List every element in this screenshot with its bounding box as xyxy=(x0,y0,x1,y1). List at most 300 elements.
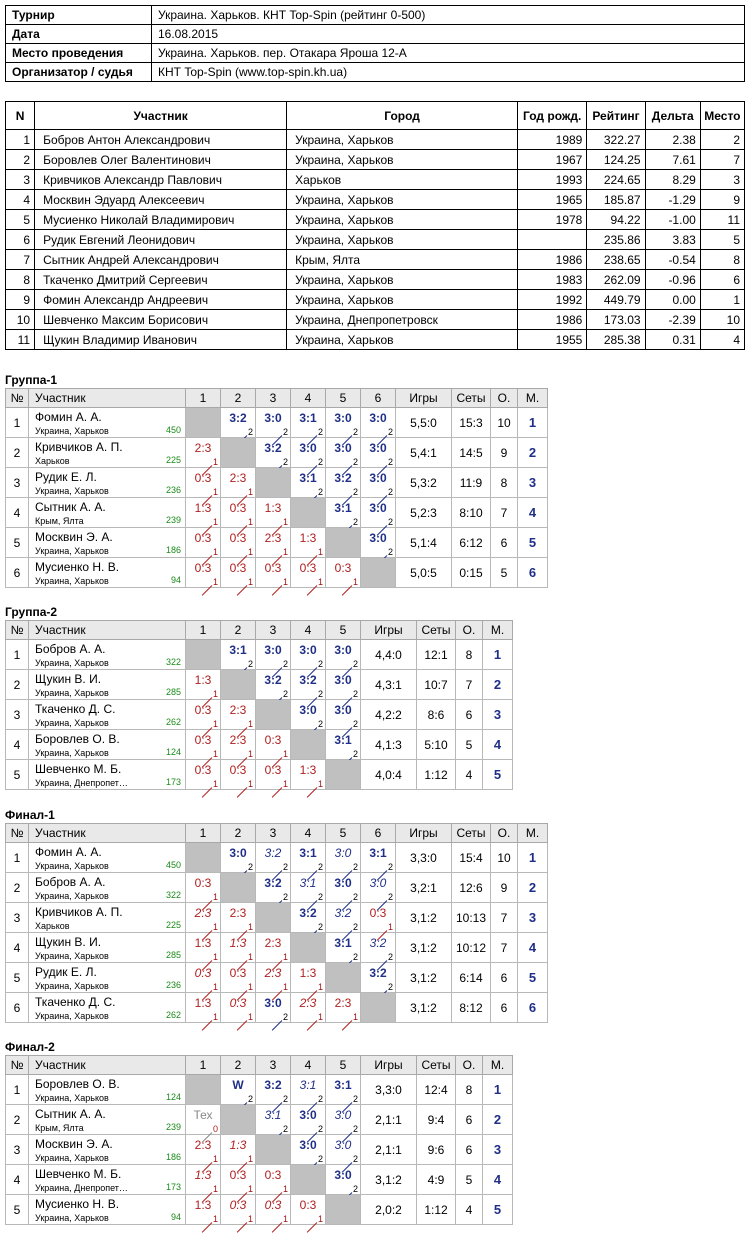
place-value: 5 xyxy=(518,528,548,558)
participant-rating: 236 xyxy=(165,485,181,495)
participant-rating: 285 xyxy=(165,950,181,960)
points-total: 4 xyxy=(456,1195,483,1225)
match-result-cell xyxy=(221,700,256,730)
match-score: 3:2 xyxy=(264,441,282,455)
match-score: 3:1 xyxy=(334,733,352,747)
match-score: 3:1 xyxy=(264,1108,282,1122)
score-divider xyxy=(202,787,213,798)
points-total: 4 xyxy=(456,760,483,790)
participant-cell xyxy=(29,1165,186,1195)
match-points: 2 xyxy=(317,1124,323,1134)
match-result-cell xyxy=(326,1075,361,1105)
participant-location: Украина, Харьков xyxy=(35,486,109,496)
match-points: 1 xyxy=(212,577,218,587)
place-value: 6 xyxy=(518,993,548,1023)
match-result-cell xyxy=(186,903,221,933)
match-score: 3:2 xyxy=(334,471,352,485)
match-score: 3:0 xyxy=(369,471,387,485)
table-row xyxy=(6,843,548,873)
match-result-cell xyxy=(221,528,256,558)
table-row xyxy=(6,250,745,270)
score-divider xyxy=(237,585,248,596)
participant-location: Украина, Харьков xyxy=(35,688,109,698)
match-points: 2 xyxy=(352,659,358,669)
place-value: 1 xyxy=(483,1075,513,1105)
match-result-cell xyxy=(326,730,361,760)
match-points: 2 xyxy=(387,952,393,962)
participant-n: 2 xyxy=(6,150,35,170)
games-total: 5,5:0 xyxy=(396,408,452,438)
match-points: 1 xyxy=(212,749,218,759)
place-value: 2 xyxy=(483,1105,513,1135)
match-score: 1:3 xyxy=(299,966,317,980)
participant-place: 8 xyxy=(700,250,744,270)
match-points: 1 xyxy=(317,577,323,587)
match-result-cell xyxy=(291,1135,326,1165)
match-points: 2 xyxy=(352,922,358,932)
match-result-cell xyxy=(361,528,396,558)
participant-delta: -1.29 xyxy=(645,190,700,210)
info-row xyxy=(6,6,745,25)
points-total: 7 xyxy=(491,498,518,528)
participant-location: Украина, Харьков xyxy=(35,748,109,758)
match-score: 3:0 xyxy=(369,531,387,545)
sets-total: 10:12 xyxy=(452,933,491,963)
match-score: 3:0 xyxy=(334,846,352,860)
participant-birth-year: 1992 xyxy=(518,290,587,310)
self-match-cell xyxy=(291,730,326,760)
match-points: 2 xyxy=(282,1094,288,1104)
match-points: 1 xyxy=(282,1184,288,1194)
place-value: 5 xyxy=(483,760,513,790)
match-points: 1 xyxy=(247,719,253,729)
participant-city: Украина, Харьков xyxy=(287,190,518,210)
match-points: 2 xyxy=(247,862,253,872)
place-value: 6 xyxy=(518,558,548,588)
group-header-row xyxy=(6,1056,513,1075)
participant-location: Украина, Харьков xyxy=(35,658,109,668)
tournament-info-table xyxy=(5,5,745,82)
match-result-cell xyxy=(291,760,326,790)
games-total: 3,3:0 xyxy=(361,1075,417,1105)
match-points: 1 xyxy=(212,719,218,729)
match-points: 2 xyxy=(247,1094,253,1104)
col-header-opponent: 5 xyxy=(326,1056,361,1075)
match-points: 2 xyxy=(317,457,323,467)
row-number: 2 xyxy=(6,1105,29,1135)
participant-rating: 285.38 xyxy=(587,330,645,350)
match-points: 2 xyxy=(352,1124,358,1134)
match-result-cell xyxy=(186,558,221,588)
match-points: 1 xyxy=(247,749,253,759)
match-result-cell xyxy=(221,498,256,528)
self-match-cell xyxy=(186,843,221,873)
info-value: Украина. Харьков. пер. Отакара Яроша 12-А xyxy=(152,44,745,63)
match-points: 1 xyxy=(212,487,218,497)
participant-location: Харьков xyxy=(35,921,70,931)
sets-total: 14:5 xyxy=(452,438,491,468)
match-score: 3:0 xyxy=(334,1168,352,1182)
self-match-cell xyxy=(291,933,326,963)
participant-location: Украина, Днепропет… xyxy=(35,778,128,788)
sets-total: 12:6 xyxy=(452,873,491,903)
points-total: 9 xyxy=(491,438,518,468)
participant-place: 1 xyxy=(700,290,744,310)
place-value: 3 xyxy=(483,1135,513,1165)
match-score: 3:1 xyxy=(369,846,387,860)
match-points: 1 xyxy=(212,1012,218,1022)
score-divider xyxy=(307,787,318,798)
match-score: 0:3 xyxy=(194,531,212,545)
row-number: 2 xyxy=(6,670,29,700)
match-result-cell xyxy=(256,408,291,438)
match-points: 2 xyxy=(352,1094,358,1104)
match-score: 0:3 xyxy=(299,1198,317,1212)
participant-rating: 173 xyxy=(165,1182,181,1192)
participant-rating: 238.65 xyxy=(587,250,645,270)
participant-location: Украина, Харьков xyxy=(35,981,109,991)
match-score: 3:0 xyxy=(264,996,282,1010)
points-total: 6 xyxy=(456,1135,483,1165)
group-title: Группа-2 xyxy=(5,605,58,619)
self-match-cell xyxy=(256,700,291,730)
match-result-cell xyxy=(291,903,326,933)
match-score: 3:0 xyxy=(299,1108,317,1122)
games-total: 5,1:4 xyxy=(396,528,452,558)
participant-name: Фомин А. А. xyxy=(35,845,102,859)
match-result-cell xyxy=(221,1195,256,1225)
participant-birth-year: 1955 xyxy=(518,330,587,350)
match-points: 1 xyxy=(212,892,218,902)
match-score: 0:3 xyxy=(194,561,212,575)
games-total: 2,0:2 xyxy=(361,1195,417,1225)
table-row xyxy=(6,330,745,350)
row-number: 5 xyxy=(6,963,29,993)
match-result-cell xyxy=(186,933,221,963)
match-score: 3:2 xyxy=(264,1078,282,1092)
participant-name: Сытник А. А. xyxy=(35,1107,106,1121)
participant-birth-year: 1978 xyxy=(518,210,587,230)
match-result-cell xyxy=(326,873,361,903)
match-score: 3:2 xyxy=(369,936,387,950)
match-result-cell xyxy=(221,558,256,588)
match-result-cell xyxy=(291,993,326,1023)
match-result-cell xyxy=(221,468,256,498)
match-score: 0:3 xyxy=(229,763,247,777)
match-points: 2 xyxy=(282,427,288,437)
table-row xyxy=(6,468,548,498)
match-score: 3:0 xyxy=(334,673,352,687)
match-result-cell xyxy=(186,670,221,700)
col-header-no: № xyxy=(6,1056,29,1075)
games-total: 2,1:1 xyxy=(361,1135,417,1165)
match-result-cell xyxy=(291,468,326,498)
participant-city: Украина, Харьков xyxy=(287,330,518,350)
match-result-cell xyxy=(326,843,361,873)
col-header-sets: Сеты xyxy=(452,389,491,408)
participant-location: Украина, Харьков xyxy=(35,426,109,436)
info-row xyxy=(6,44,745,63)
match-result-cell xyxy=(291,670,326,700)
score-divider xyxy=(342,585,353,596)
sets-total: 11:9 xyxy=(452,468,491,498)
row-number: 4 xyxy=(6,498,29,528)
score-divider xyxy=(272,1222,283,1233)
points-total: 7 xyxy=(491,933,518,963)
match-score: 2:3 xyxy=(299,996,317,1010)
participant-rating: 449.79 xyxy=(587,290,645,310)
match-points: 2 xyxy=(352,952,358,962)
sets-total: 1:12 xyxy=(417,760,456,790)
match-score: 3:0 xyxy=(299,643,317,657)
participant-delta: -1.00 xyxy=(645,210,700,230)
participant-rating: 236 xyxy=(165,980,181,990)
sets-total: 9:4 xyxy=(417,1105,456,1135)
col-header-opponent: 3 xyxy=(256,621,291,640)
participant-city: Украина, Харьков xyxy=(287,270,518,290)
match-result-cell xyxy=(256,933,291,963)
match-result-cell xyxy=(186,1165,221,1195)
match-points: 1 xyxy=(212,517,218,527)
row-number: 3 xyxy=(6,700,29,730)
match-score: 0:3 xyxy=(299,561,317,575)
col-header-opponent: 1 xyxy=(186,824,221,843)
match-score: 3:1 xyxy=(334,1078,352,1092)
match-points: 1 xyxy=(317,982,323,992)
participant-rating: 239 xyxy=(165,515,181,525)
match-points: 1 xyxy=(212,547,218,557)
match-score: 0:3 xyxy=(229,561,247,575)
match-result-cell xyxy=(256,528,291,558)
col-header-city: Город xyxy=(287,102,518,130)
row-number: 6 xyxy=(6,993,29,1023)
match-points: 2 xyxy=(282,862,288,872)
participant-name: Шевченко М. Б. xyxy=(35,762,122,776)
row-number: 4 xyxy=(6,730,29,760)
info-row xyxy=(6,25,745,44)
participant-cell xyxy=(29,843,186,873)
info-key: Турнир xyxy=(6,6,152,25)
match-points: 1 xyxy=(247,922,253,932)
games-total: 4,3:1 xyxy=(361,670,417,700)
col-header-opponent: 2 xyxy=(221,1056,256,1075)
participant-cell xyxy=(29,963,186,993)
match-score: 3:1 xyxy=(299,471,317,485)
col-header-no: № xyxy=(6,389,29,408)
match-result-cell xyxy=(361,903,396,933)
games-total: 5,0:5 xyxy=(396,558,452,588)
group-table xyxy=(5,1055,513,1225)
participant-location: Украина, Харьков xyxy=(35,546,109,556)
participant-location: Украина, Харьков xyxy=(35,951,109,961)
row-number: 2 xyxy=(6,438,29,468)
participant-city: Харьков xyxy=(287,170,518,190)
participant-rating: 262.09 xyxy=(587,270,645,290)
match-result-cell xyxy=(186,730,221,760)
match-score: 3:2 xyxy=(229,411,247,425)
place-value: 2 xyxy=(483,670,513,700)
match-result-cell xyxy=(256,760,291,790)
col-header-rating: Рейтинг xyxy=(587,102,645,130)
match-result-cell xyxy=(186,963,221,993)
match-result-cell xyxy=(326,1105,361,1135)
participant-place: 5 xyxy=(700,230,744,250)
col-header-participant: Участник xyxy=(29,621,186,640)
match-result-cell xyxy=(256,843,291,873)
match-result-cell xyxy=(186,1195,221,1225)
match-result-cell xyxy=(291,558,326,588)
match-points: 1 xyxy=(247,577,253,587)
match-result-cell xyxy=(326,993,361,1023)
table-row xyxy=(6,130,745,150)
match-score: 1:3 xyxy=(194,1168,212,1182)
match-score: 3:0 xyxy=(299,1138,317,1152)
participant-name: Боровлев О. В. xyxy=(35,1077,120,1091)
match-score: 3:0 xyxy=(334,876,352,890)
info-value: Украина. Харьков. КНТ Top-Spin (рейтинг 0-500) xyxy=(152,6,745,25)
participant-place: 2 xyxy=(700,130,744,150)
games-total: 3,1:2 xyxy=(396,993,452,1023)
points-total: 6 xyxy=(491,963,518,993)
table-row xyxy=(6,270,745,290)
participant-name: Сытник А. А. xyxy=(35,500,106,514)
info-value: 16.08.2015 xyxy=(152,25,745,44)
participant-place: 6 xyxy=(700,270,744,290)
match-score: 0:3 xyxy=(334,561,352,575)
participant-name: Мусиенко Николай Владимирович xyxy=(35,210,287,230)
participant-rating: 239 xyxy=(165,1122,181,1132)
col-header-participant: Участник xyxy=(29,389,186,408)
self-match-cell xyxy=(186,408,221,438)
group-table xyxy=(5,388,548,588)
match-points: 2 xyxy=(387,457,393,467)
match-result-cell xyxy=(256,1195,291,1225)
participant-rating: 186 xyxy=(165,1152,181,1162)
participant-cell xyxy=(29,558,186,588)
participant-birth-year: 1989 xyxy=(518,130,587,150)
col-header-opponent: 4 xyxy=(291,621,326,640)
match-result-cell xyxy=(256,670,291,700)
match-score: 3:0 xyxy=(334,411,352,425)
participant-birth-year: 1967 xyxy=(518,150,587,170)
col-header-place: М. xyxy=(518,389,548,408)
col-header-opponent: 6 xyxy=(361,824,396,843)
table-row xyxy=(6,873,548,903)
match-score: 0:3 xyxy=(194,763,212,777)
points-total: 5 xyxy=(456,1165,483,1195)
match-score: 3:0 xyxy=(369,441,387,455)
self-match-cell xyxy=(256,1135,291,1165)
match-result-cell xyxy=(221,760,256,790)
match-points: 0 xyxy=(212,1124,218,1134)
points-total: 8 xyxy=(456,640,483,670)
row-number: 1 xyxy=(6,843,29,873)
match-score: 3:1 xyxy=(299,1078,317,1092)
participant-birth-year: 1986 xyxy=(518,310,587,330)
group-title: Финал-2 xyxy=(5,1040,55,1054)
match-score: 3:1 xyxy=(334,936,352,950)
self-match-cell xyxy=(326,528,361,558)
match-points: 2 xyxy=(317,1154,323,1164)
participant-name: Рудик Е. Л. xyxy=(35,470,97,484)
participant-cell xyxy=(29,670,186,700)
participant-city: Крым, Ялта xyxy=(287,250,518,270)
match-points: 1 xyxy=(212,952,218,962)
table-row xyxy=(6,1135,513,1165)
match-result-cell xyxy=(186,438,221,468)
match-points: 1 xyxy=(212,779,218,789)
match-score: 0:3 xyxy=(229,1198,247,1212)
col-header-participant: Участник xyxy=(35,102,287,130)
table-row xyxy=(6,438,548,468)
participant-location: Украина, Харьков xyxy=(35,1093,109,1103)
self-match-cell xyxy=(221,873,256,903)
games-total: 4,2:2 xyxy=(361,700,417,730)
score-divider xyxy=(237,787,248,798)
col-header-points: О. xyxy=(491,824,518,843)
table-row xyxy=(6,670,513,700)
participant-name: Фомин Александр Андреевич xyxy=(35,290,287,310)
match-points: 1 xyxy=(247,1184,253,1194)
participant-location: Украина, Харьков xyxy=(35,861,109,871)
match-result-cell xyxy=(361,843,396,873)
participant-name: Ткаченко Д. С. xyxy=(35,702,116,716)
self-match-cell xyxy=(256,903,291,933)
match-result-cell xyxy=(256,1105,291,1135)
info-value: КНТ Top-Spin (www.top-spin.kh.ua) xyxy=(152,63,745,82)
match-score: 1:3 xyxy=(194,673,212,687)
table-row xyxy=(6,700,513,730)
match-result-cell xyxy=(326,408,361,438)
row-number: 4 xyxy=(6,1165,29,1195)
match-score: 3:0 xyxy=(299,441,317,455)
match-points: 2 xyxy=(352,749,358,759)
participant-city: Украина, Харьков xyxy=(287,230,518,250)
match-result-cell xyxy=(256,873,291,903)
sets-total: 8:10 xyxy=(452,498,491,528)
participant-name: Бобров А. А. xyxy=(35,875,106,889)
table-row xyxy=(6,1195,513,1225)
sets-total: 8:12 xyxy=(452,993,491,1023)
participant-delta: 8.29 xyxy=(645,170,700,190)
score-divider xyxy=(272,787,283,798)
sets-total: 8:6 xyxy=(417,700,456,730)
participant-location: Крым, Ялта xyxy=(35,1123,84,1133)
participant-name: Рудик Е. Л. xyxy=(35,965,97,979)
participant-n: 7 xyxy=(6,250,35,270)
table-row xyxy=(6,290,745,310)
match-points: 2 xyxy=(247,427,253,437)
table-row xyxy=(6,730,513,760)
participant-name: Кривчиков Александр Павлович xyxy=(35,170,287,190)
info-row xyxy=(6,63,745,82)
match-result-cell xyxy=(256,640,291,670)
match-result-cell xyxy=(326,670,361,700)
games-total: 3,1:2 xyxy=(396,933,452,963)
self-match-cell xyxy=(186,1075,221,1105)
match-points: 2 xyxy=(247,659,253,669)
participants-header-row xyxy=(6,102,745,130)
self-match-cell xyxy=(326,760,361,790)
participant-name: Кривчиков А. П. xyxy=(35,440,123,454)
match-points: 2 xyxy=(282,1012,288,1022)
match-result-cell xyxy=(221,1165,256,1195)
match-points: 2 xyxy=(317,1094,323,1104)
sets-total: 10:13 xyxy=(452,903,491,933)
col-header-points: О. xyxy=(456,621,483,640)
participant-name: Москвин Э. А. xyxy=(35,530,113,544)
points-total: 9 xyxy=(491,873,518,903)
